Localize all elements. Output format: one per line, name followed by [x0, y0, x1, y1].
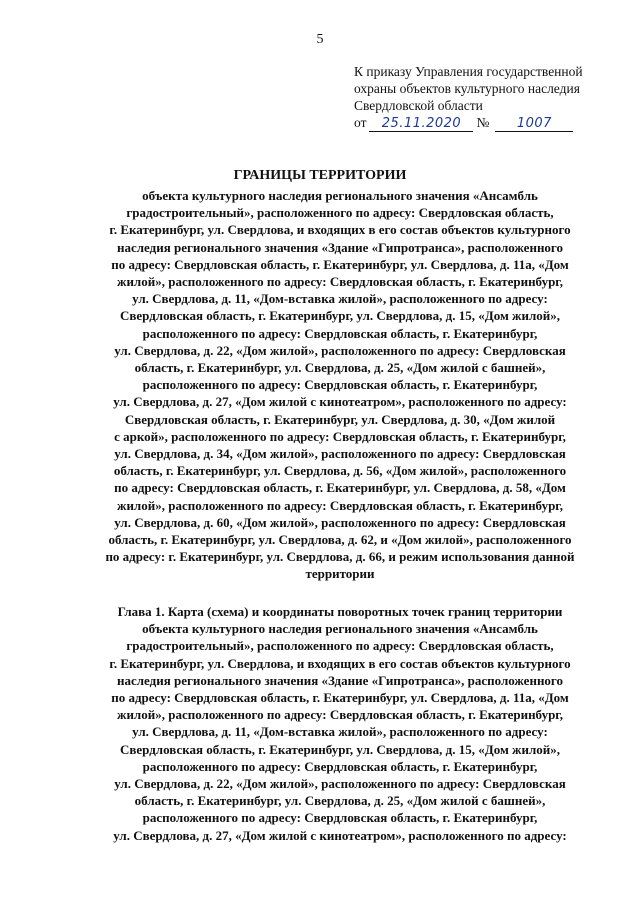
- description-line: по адресу: Свердловская область, г. Екатеринбург, ул. Свердлова, д. 58, «Дом: [114, 480, 566, 496]
- description-line: ул. Свердлова, д. 27, «Дом жилой с кинотеатром», расположенного по адресу:: [113, 394, 567, 410]
- number-prefix: №: [476, 115, 490, 130]
- order-line: К приказу Управления государственной: [354, 64, 583, 79]
- chapter-line: ул. Свердлова, д. 22, «Дом жилой», расположенного по адресу: Свердловская: [114, 776, 566, 792]
- chapter-line: ул. Свердлова, д. 11, «Дом-вставка жилой», расположенного по адресу:: [132, 724, 548, 740]
- order-number-handwritten: 1007: [495, 116, 573, 132]
- description-line: Свердловская область, г. Екатеринбург, ул. Свердлова, д. 30, «Дом жилой: [124, 411, 556, 427]
- chapter-line: наследия регионального значения «Здание «Гипротранса», расположенного: [116, 672, 564, 688]
- description-line: Свердловская область, г. Екатеринбург, ул. Свердлова, д. 15, «Дом жилой»,: [119, 308, 560, 324]
- description-line: ул. Свердлова, д. 22, «Дом жилой», расположенного по адресу: Свердловская: [114, 342, 566, 358]
- chapter-line: объекта культурного наследия регионального значения «Ансамбль: [142, 621, 538, 637]
- chapter-heading: [60, 603, 620, 844]
- chapter-line: ул. Свердлова, д. 27, «Дом жилой с кинотеатром», расположенного по адресу:: [113, 827, 567, 843]
- description-line: по адресу: Свердловская область, г. Екатеринбург, ул. Свердлова, д. 11а, «Дом: [111, 256, 569, 272]
- description-line: наследия регионального значения «Здание «Гипротранса», расположенного: [116, 239, 564, 255]
- description-line: по адресу: г. Екатеринбург, ул. Свердлова, д. 66, и режим использования данной: [105, 549, 575, 565]
- date-prefix: от: [354, 115, 367, 130]
- order-reference: [354, 63, 624, 132]
- chapter-line: расположенного по адресу: Свердловская область, г. Екатеринбург,: [142, 758, 538, 774]
- chapter-line: по адресу: Свердловская область, г. Екатеринбург, ул. Свердлова, д. 11а, «Дом: [111, 690, 569, 706]
- description-line: г. Екатеринбург, ул. Свердлова, и входящих в его состав объектов культурного: [109, 222, 571, 238]
- chapter-line: расположенного по адресу: Свердловская область, г. Екатеринбург,: [142, 810, 538, 826]
- description-line: ул. Свердлова, д. 60, «Дом жилой», расположенного по адресу: Свердловская: [114, 514, 566, 530]
- description-line: градостроительный», расположенного по адресу: Свердловская область,: [126, 205, 554, 221]
- description-line: жилой», расположенного по адресу: Свердловская область, г. Екатеринбург,: [117, 497, 563, 513]
- description-line: ул. Свердлова, д. 34, «Дом жилой», расположенного по адресу: Свердловская: [114, 446, 566, 462]
- description-line: расположенного по адресу: Свердловская область, г. Екатеринбург,: [142, 377, 538, 393]
- chapter-line: область, г. Екатеринбург, ул. Свердлова, д. 25, «Дом жилой с башней»,: [134, 793, 546, 809]
- description-line: объекта культурного наследия регионального значения «Ансамбль: [142, 188, 538, 203]
- description-line: область, г. Екатеринбург, ул. Свердлова, д. 56, «Дом жилой», расположенного: [113, 463, 567, 479]
- order-date-handwritten: 25.11.2020: [369, 116, 473, 132]
- page-number: 5: [316, 32, 324, 47]
- description-line: расположенного по адресу: Свердловская область, г. Екатеринбург,: [142, 325, 538, 341]
- chapter-line: градостроительный», расположенного по адресу: Свердловская область,: [126, 638, 554, 654]
- order-line: охраны объектов культурного наследия: [354, 81, 580, 96]
- description-line: с аркой», расположенного по адресу: Свердловская область, г. Екатеринбург,: [114, 428, 566, 444]
- order-line: Свердловской области: [354, 98, 483, 113]
- chapter-line: г. Екатеринбург, ул. Свердлова, и входящих в его состав объектов культурного: [109, 655, 571, 671]
- chapter-line: Глава 1. Карта (схема) и координаты поворотных точек границ территории: [117, 604, 563, 619]
- description-line: территории: [305, 566, 375, 582]
- description-line: ул. Свердлова, д. 11, «Дом-вставка жилой», расположенного по адресу:: [132, 291, 548, 307]
- chapter-line: Свердловская область, г. Екатеринбург, ул. Свердлова, д. 15, «Дом жилой»,: [119, 741, 560, 757]
- title-description: [60, 187, 620, 583]
- description-line: жилой», расположенного по адресу: Свердловская область, г. Екатеринбург,: [117, 274, 563, 290]
- description-line: область, г. Екатеринбург, ул. Свердлова, д. 25, «Дом жилой с башней»,: [134, 360, 546, 376]
- order-date-number-line: [354, 114, 624, 132]
- document-title: ГРАНИЦЫ ТЕРРИТОРИИ: [233, 168, 407, 183]
- chapter-line: жилой», расположенного по адресу: Свердловская область, г. Екатеринбург,: [117, 707, 563, 723]
- description-line: область, г. Екатеринбург, ул. Свердлова, д. 62, и «Дом жилой», расположенного: [108, 532, 572, 548]
